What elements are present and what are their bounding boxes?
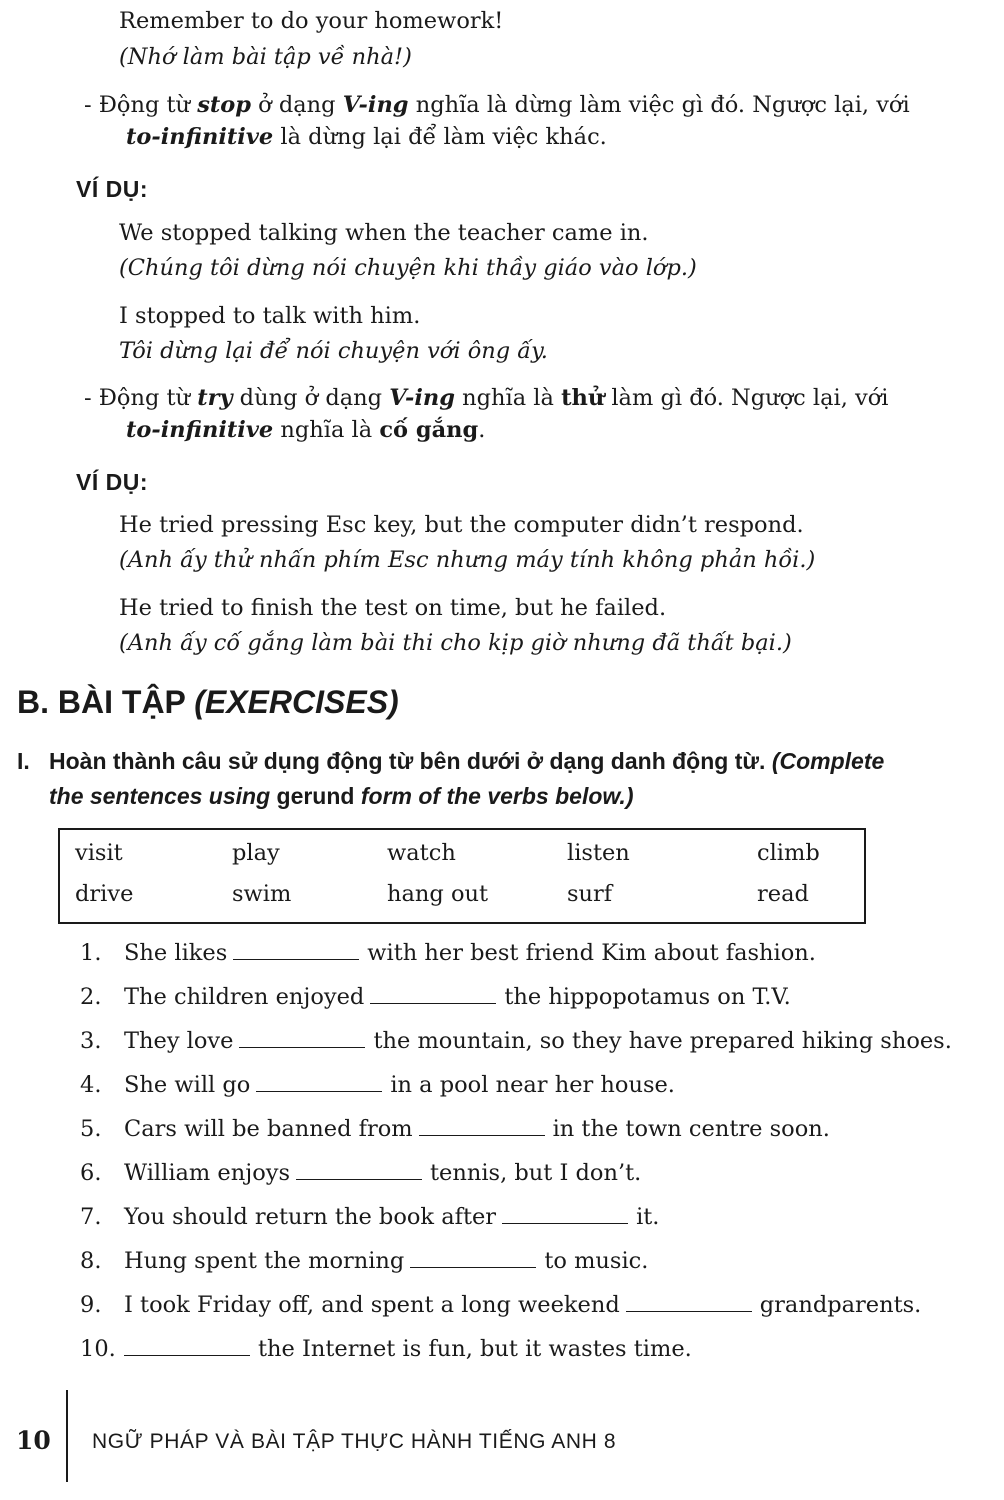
answer-blank[interactable] <box>419 1117 545 1136</box>
answer-blank[interactable] <box>296 1161 422 1180</box>
rule-try-line1: - Động từ try dùng ở dạng V-ing nghĩa là thử làm gì đó. Ngược lại, với <box>84 385 889 411</box>
question-number: 10. <box>80 1336 116 1362</box>
exercise-question <box>80 1072 675 1098</box>
question-number: 3. <box>80 1028 102 1054</box>
word-box-item: surf <box>567 881 613 907</box>
example-label: VÍ DỤ: <box>76 469 148 495</box>
word-box-item: swim <box>232 881 292 907</box>
question-number: 8. <box>80 1248 102 1274</box>
stop-example-2-en: I stopped to talk with him. <box>119 303 421 329</box>
exercise-question <box>80 1160 641 1186</box>
question-after: to music. <box>544 1248 649 1274</box>
word-box <box>58 828 866 924</box>
exercise-question <box>80 1116 830 1142</box>
word-box-item: watch <box>387 840 456 866</box>
word-box-item: visit <box>75 840 123 866</box>
exercise-question <box>80 1204 659 1230</box>
exercise-question <box>80 1248 648 1274</box>
exercise-question <box>80 1336 692 1362</box>
question-before: Cars will be banned from <box>124 1116 413 1142</box>
word-box-item: climb <box>757 840 820 866</box>
question-after: grandparents. <box>759 1292 922 1318</box>
exercise-question <box>80 940 816 966</box>
exercise-question <box>80 1292 921 1318</box>
try-example-1-en: He tried pressing Esc key, but the computer didn’t respond. <box>119 512 804 538</box>
question-number: 5. <box>80 1116 102 1142</box>
answer-blank[interactable] <box>626 1293 752 1312</box>
answer-blank[interactable] <box>502 1205 628 1224</box>
word-box-item: play <box>232 840 280 866</box>
answer-blank[interactable] <box>256 1073 382 1092</box>
word-box-item: listen <box>567 840 630 866</box>
question-before: The children enjoyed <box>124 984 365 1010</box>
question-number: 4. <box>80 1072 102 1098</box>
exercise-question <box>80 984 791 1010</box>
question-after: tennis, but I don’t. <box>430 1160 642 1186</box>
rule-try-line2: to-infinitive nghĩa là cố gắng. <box>126 417 486 443</box>
question-number: 1. <box>80 940 102 966</box>
question-before: Hung spent the morning <box>124 1248 405 1274</box>
stop-example-2-vi: Tôi dừng lại để nói chuyện với ông ấy. <box>119 338 548 364</box>
try-example-2-en: He tried to finish the test on time, but he failed. <box>119 595 667 621</box>
try-example-1-vi: (Anh ấy thử nhấn phím Esc nhưng máy tính không phản hồi.) <box>119 547 816 573</box>
question-after: the hippopotamus on T.V. <box>504 984 791 1010</box>
question-after: in a pool near her house. <box>390 1072 675 1098</box>
question-before: You should return the book after <box>124 1204 497 1230</box>
example-label: VÍ DỤ: <box>76 176 148 202</box>
answer-blank[interactable] <box>233 941 359 960</box>
question-number: 7. <box>80 1204 102 1230</box>
exercise-question <box>80 1028 952 1054</box>
answer-blank[interactable] <box>239 1029 365 1048</box>
word-box-item: read <box>757 881 809 907</box>
word-box-item: drive <box>75 881 134 907</box>
question-number: 9. <box>80 1292 102 1318</box>
question-before: She will go <box>124 1072 251 1098</box>
question-number: 2. <box>80 984 102 1010</box>
question-before: They love <box>124 1028 234 1054</box>
exercise-instruction-line1: I. Hoàn thành câu sử dụng động từ bên dưới ở dạng danh động từ. (Complete <box>17 748 885 774</box>
question-after: the mountain, so they have prepared hiking shoes. <box>373 1028 952 1054</box>
answer-blank[interactable] <box>370 985 496 1004</box>
rule-stop-line2: to-infinitive là dừng lại để làm việc khác. <box>126 124 607 150</box>
stop-example-1-vi: (Chúng tôi dừng nói chuyện khi thầy giáo vào lớp.) <box>119 255 697 281</box>
question-before: William enjoys <box>124 1160 291 1186</box>
question-after: it. <box>636 1204 660 1230</box>
question-after: in the town centre soon. <box>552 1116 830 1142</box>
intro-example-en: Remember to do your homework! <box>119 8 504 34</box>
question-number: 6. <box>80 1160 102 1186</box>
word-box-item: hang out <box>387 881 489 907</box>
try-example-2-vi: (Anh ấy cố gắng làm bài thi cho kịp giờ nhưng đã thất bại.) <box>119 630 792 656</box>
stop-example-1-en: We stopped talking when the teacher came in. <box>119 220 649 246</box>
question-before: I took Friday off, and spent a long weekend <box>124 1292 620 1318</box>
footer-divider <box>66 1390 68 1482</box>
page-number: 10 <box>16 1426 51 1455</box>
question-before: She likes <box>124 940 228 966</box>
answer-blank[interactable] <box>410 1249 536 1268</box>
answer-blank[interactable] <box>124 1337 250 1356</box>
section-title: B. BÀI TẬP (EXERCISES) <box>17 684 399 720</box>
intro-example-vi: (Nhớ làm bài tập về nhà!) <box>119 44 412 70</box>
question-after: with her best friend Kim about fashion. <box>367 940 816 966</box>
rule-stop-line1: - Động từ stop ở dạng V-ing nghĩa là dừng làm việc gì đó. Ngược lại, với <box>84 92 910 118</box>
book-title: NGỮ PHÁP VÀ BÀI TẬP THỰC HÀNH TIẾNG ANH 8 <box>92 1430 617 1453</box>
question-after: the Internet is fun, but it wastes time. <box>258 1336 692 1362</box>
exercise-instruction-line2: the sentences using gerund form of the verbs below.) <box>49 783 634 809</box>
